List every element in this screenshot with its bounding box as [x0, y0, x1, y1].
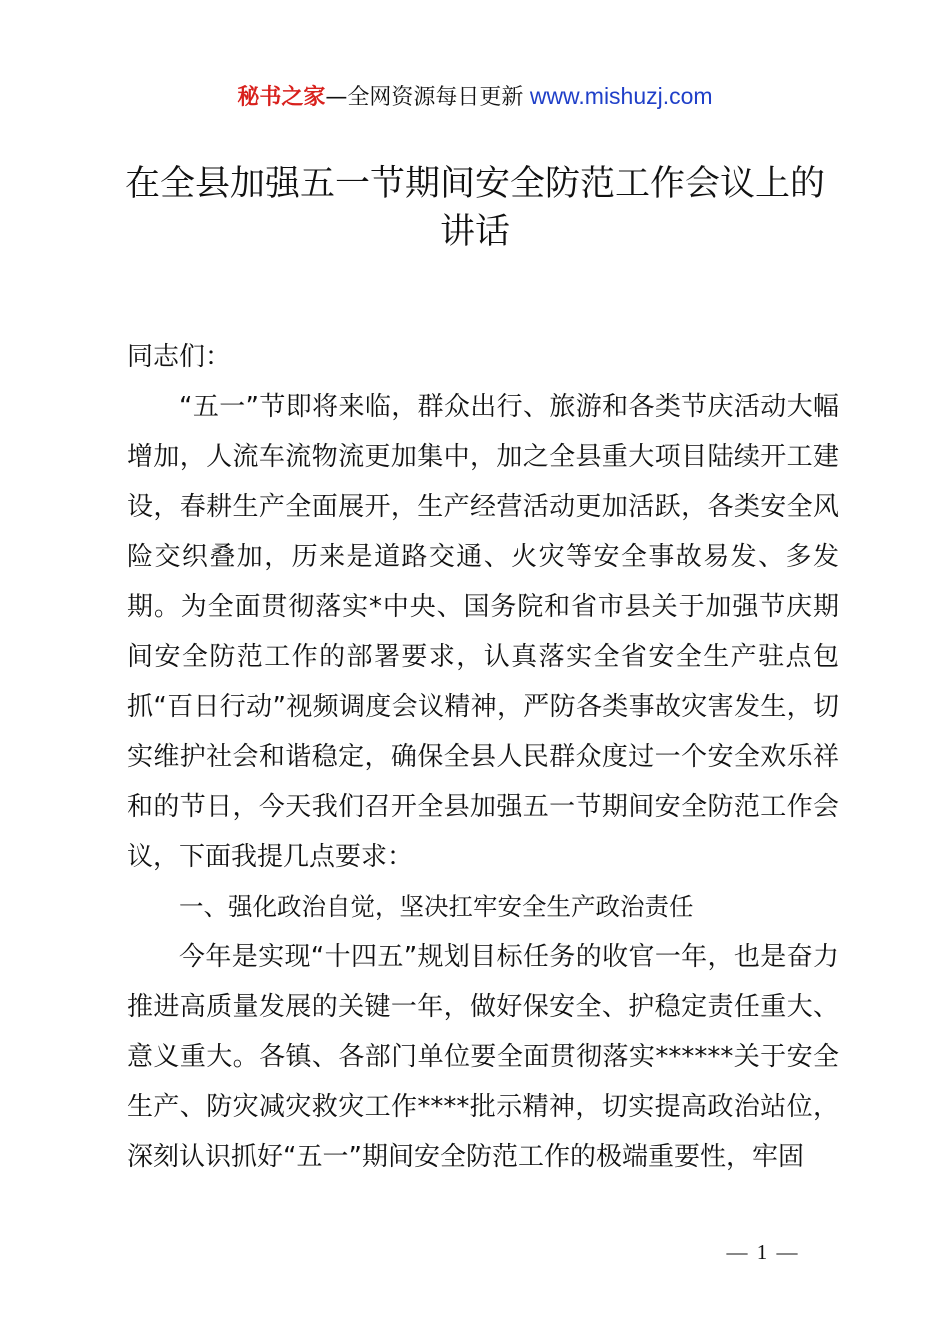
site-tagline: —全网资源每日更新 — [325, 85, 524, 110]
document-body — [127, 332, 839, 1182]
salutation: 同志们： — [127, 342, 232, 372]
page-number: — 1 — — [726, 1240, 800, 1264]
site-brand: 秘书之家 — [237, 85, 326, 110]
body-paragraph: “五一”节即将来临，群众出行、旅游和各类节庆活动大幅增加，人流车流物流更加集中，加之全县重大项目陆续开工建设，春耕生产全面展开，生产经营活动更加活跃，各类安全风险交织叠加，历来是道路交通、火灾等安全事故易发、多发期。为全面贯彻落实*中央、国务院和省市县关于加强节庆期间安全防范工作的部署要求，认真落实全省安全生产驻点包抓“百日行动”视频调度会议精神，严防各类事故灾害发生，切实维护社会和谐稳定，确保全县人民群众度过一个安全欢乐祥和的节日，今天我们召开全县加强五一节期间安全防范工作会议，下面我提几点要求： — [127, 392, 839, 872]
document-title: 在全县加强五一节期间安全防范工作会议上的讲话 — [124, 164, 825, 252]
site-url-link[interactable]: www.mishuzj.com — [523, 83, 713, 109]
site-header — [0, 80, 950, 114]
section-heading: 一、强化政治自觉，坚决扛牢安全生产政治责任 — [179, 892, 694, 921]
body-paragraph: 今年是实现“十四五”规划目标任务的收官一年，也是奋力推进高质量发展的关键一年，做好保安全、护稳定责任重大、意义重大。各镇、各部门单位要全面贯彻落实******关于安全生产、防灾减灾救灾工作****批示精神，切实提高政治站位，深刻认识抓好“五一”期间安全防范工作的极端重要性，牢固 — [127, 942, 839, 1172]
